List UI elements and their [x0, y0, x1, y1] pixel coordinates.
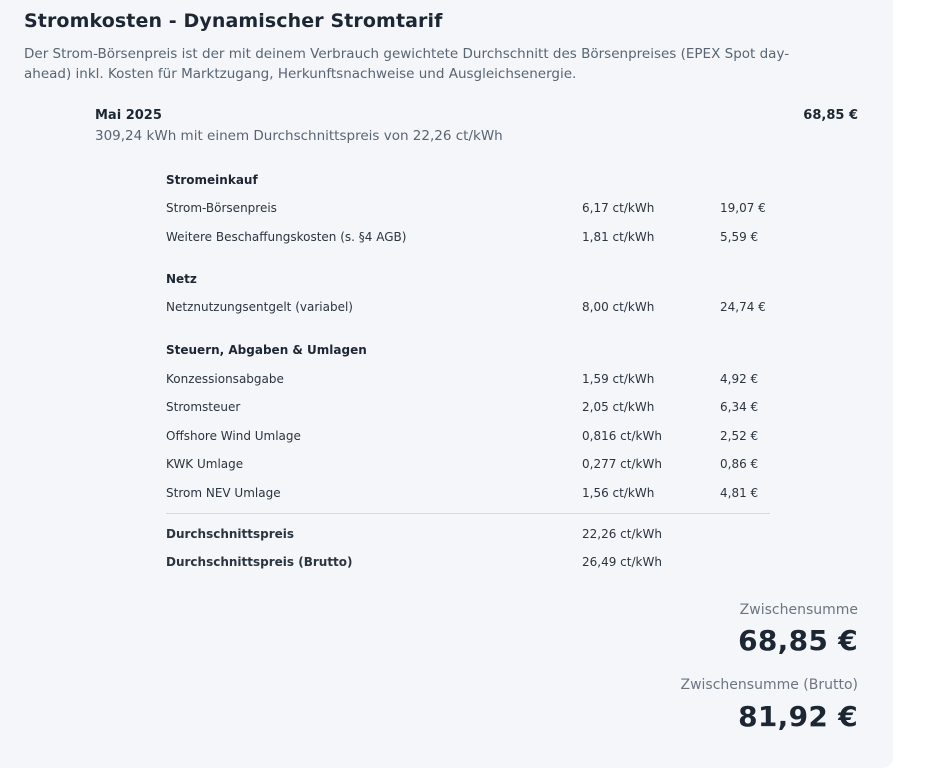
row-unit-price: 0,277 ct/kWh	[582, 457, 662, 471]
gross-subtotal-value: 81,92 €	[738, 700, 858, 733]
table-row	[166, 400, 770, 420]
row-label: Weitere Beschaffungskosten (s. §4 AGB)	[166, 230, 407, 244]
row-label: Offshore Wind Umlage	[166, 429, 301, 443]
billing-period-total: 68,85 €	[803, 108, 858, 123]
gross-subtotal-label: Zwischensumme (Brutto)	[680, 677, 858, 693]
row-amount: 19,07 €	[720, 201, 766, 215]
table-row	[166, 429, 770, 449]
row-unit-price: 1,59 ct/kWh	[582, 372, 655, 386]
row-unit-price: 0,816 ct/kWh	[582, 429, 662, 443]
row-label: Strom NEV Umlage	[166, 486, 281, 500]
row-label: Stromsteuer	[166, 400, 241, 414]
billing-period-label: Mai 2025	[95, 108, 162, 123]
row-amount: 24,74 €	[720, 300, 766, 314]
average-price-value: 22,26 ct/kWh	[582, 527, 662, 541]
tariff-description: Der Strom-Börsenpreis ist der mit deinem Verbrauch gewichtete Durchschnitt des Börsenpreises (EPEX Spot day-ahead) inkl. Kosten für Marktzugang, Herkunftsnachweise und Ausgleichsenergie.	[24, 46, 790, 82]
subtotal-label: Zwischensumme	[739, 602, 858, 618]
row-unit-price: 1,56 ct/kWh	[582, 486, 655, 500]
row-label: Strom-Börsenpreis	[166, 201, 277, 215]
row-unit-price: 1,81 ct/kWh	[582, 230, 655, 244]
consumption-summary: 309,24 kWh mit einem Durchschnittspreis von 22,26 ct/kWh	[95, 128, 503, 144]
row-amount: 4,92 €	[720, 372, 759, 386]
table-row	[166, 201, 770, 221]
table-row	[166, 300, 770, 320]
row-amount: 2,52 €	[720, 429, 759, 443]
section-heading-stromeinkauf: Stromeinkauf	[166, 173, 258, 187]
page-title: Stromkosten - Dynamischer Stromtarif	[24, 10, 443, 32]
section-heading-steuern: Steuern, Abgaben & Umlagen	[166, 343, 367, 357]
row-amount: 0,86 €	[720, 457, 759, 471]
row-amount: 5,59 €	[720, 230, 759, 244]
row-amount: 4,81 €	[720, 486, 759, 500]
row-label: Netznutzungsentgelt (variabel)	[166, 300, 353, 314]
row-amount: 6,34 €	[720, 400, 759, 414]
table-row	[166, 230, 770, 250]
table-row	[166, 372, 770, 392]
section-heading-netz: Netz	[166, 272, 197, 286]
average-price-label: Durchschnittspreis	[166, 527, 295, 541]
row-unit-price: 6,17 ct/kWh	[582, 201, 655, 215]
table-row	[166, 486, 770, 506]
subtotal-value: 68,85 €	[738, 624, 858, 657]
average-price-row	[166, 527, 770, 547]
row-label: KWK Umlage	[166, 457, 244, 471]
average-price-gross-row	[166, 555, 770, 575]
table-divider	[166, 513, 770, 514]
average-price-gross-value: 26,49 ct/kWh	[582, 555, 662, 569]
row-label: Konzessionsabgabe	[166, 372, 284, 386]
average-price-gross-label: Durchschnittspreis (Brutto)	[166, 555, 353, 569]
table-row	[166, 457, 770, 477]
row-unit-price: 8,00 ct/kWh	[582, 300, 655, 314]
row-unit-price: 2,05 ct/kWh	[582, 400, 655, 414]
